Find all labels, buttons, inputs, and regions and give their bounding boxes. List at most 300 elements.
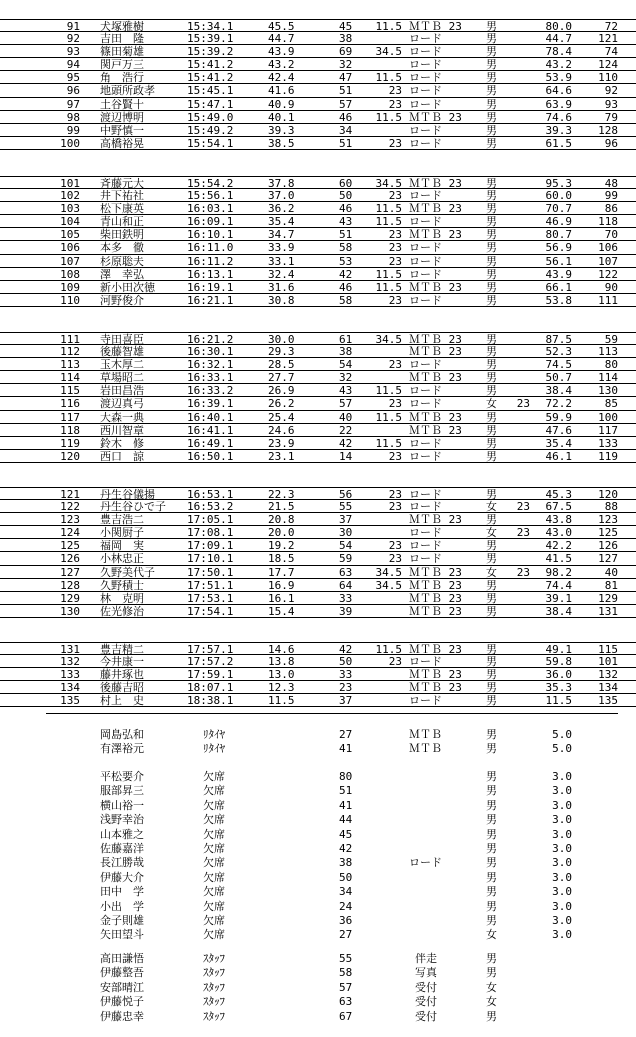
status-cell: 欠席 — [203, 827, 225, 841]
speed-cell: 33.9 — [268, 241, 295, 255]
gender-cell: 男 — [486, 643, 497, 656]
rank-cell: 104 — [60, 215, 80, 229]
rank-cell: 123 — [60, 513, 80, 527]
time-cell: 17:57.1 — [187, 643, 234, 656]
name-cell: 矢田望斗 — [100, 928, 144, 942]
rank-cell: 122 — [60, 500, 80, 514]
speed-cell: 43.2 — [268, 58, 295, 72]
age-cell: 14 — [339, 449, 353, 463]
name-cell: 小関厨子 — [100, 526, 144, 540]
gender-cell: 女 — [486, 928, 497, 942]
age-cell: 38 — [339, 345, 353, 359]
previous-rank-cell: 110 — [598, 71, 618, 85]
status-cell: 欠席 — [203, 856, 225, 870]
speed-cell: 18.5 — [268, 552, 295, 566]
table-row — [0, 539, 636, 552]
age-cell: 58 — [339, 966, 353, 980]
gender-cell: 男 — [486, 293, 497, 307]
previous-rank-cell: 129 — [598, 591, 618, 605]
time-cell: 16:40.1 — [187, 410, 234, 424]
points-cell: 95.3 — [545, 177, 572, 190]
gender-cell: 男 — [486, 856, 497, 870]
rank-cell: 96 — [66, 84, 80, 98]
age-cell: 45 — [339, 20, 353, 33]
speed-cell: 16.9 — [268, 578, 295, 592]
status-cell: 欠席 — [203, 899, 225, 913]
age-cell: 63 — [339, 565, 353, 579]
gender-cell: 男 — [486, 742, 497, 756]
result-group — [0, 19, 636, 150]
age-cell: 53 — [339, 254, 353, 268]
gender-cell: 男 — [486, 784, 497, 798]
table-row — [0, 345, 636, 358]
age-cell: 67 — [339, 1009, 353, 1023]
points-cell: 3.0 — [552, 870, 572, 884]
previous-rank-cell: 72 — [604, 20, 618, 33]
gender-cell: 男 — [486, 952, 497, 965]
distance-cell: 23 — [388, 97, 402, 111]
status-cell: 欠席 — [203, 913, 225, 927]
distance-cell: 11.5 — [375, 110, 402, 124]
time-cell: 16:30.1 — [187, 345, 234, 359]
name-cell: 青山和正 — [100, 215, 144, 229]
previous-rank-cell: 117 — [598, 423, 618, 437]
table-row — [0, 281, 636, 294]
time-cell: 18:38.1 — [187, 694, 234, 708]
rank-cell: 105 — [60, 228, 80, 242]
name-cell: 有澤裕元 — [100, 742, 144, 756]
table-row — [0, 176, 636, 189]
category-cell: 23 — [516, 500, 530, 514]
age-cell: 55 — [339, 952, 353, 965]
distance-cell: 11.5 — [375, 20, 402, 33]
points-cell: 56.1 — [545, 254, 572, 268]
speed-cell: 23.1 — [268, 449, 295, 463]
name-cell: 丹生谷ひで子 — [100, 500, 166, 514]
gender-cell: 男 — [486, 539, 497, 553]
age-cell: 55 — [339, 500, 353, 514]
gender-cell: 男 — [486, 333, 497, 346]
name-cell: 地頭所政孝 — [100, 84, 155, 98]
gender-cell: 男 — [486, 728, 497, 741]
gender-cell: 男 — [486, 123, 497, 137]
distance-cell: 23 — [388, 241, 402, 255]
rank-cell: 102 — [60, 189, 80, 203]
previous-rank-cell: 59 — [604, 333, 618, 346]
rank-cell: 109 — [60, 280, 80, 294]
gender-cell: 男 — [486, 870, 497, 884]
result-group — [0, 176, 636, 307]
time-cell: 16:09.1 — [187, 215, 234, 229]
age-cell: 45 — [339, 827, 353, 841]
absent-list — [0, 770, 636, 943]
time-cell: 16:10.1 — [187, 228, 234, 242]
previous-rank-cell: 74 — [604, 45, 618, 59]
previous-rank-cell: 88 — [604, 500, 618, 514]
gender-cell: 男 — [486, 436, 497, 450]
name-cell: 豊吉浩二 — [100, 513, 144, 527]
time-cell: 16:33.2 — [187, 384, 234, 398]
table-row — [0, 384, 636, 397]
rank-cell: 101 — [60, 177, 80, 190]
table-row — [0, 579, 636, 592]
table-row — [0, 241, 636, 254]
table-row — [0, 411, 636, 424]
name-cell: 土谷賢十 — [100, 97, 144, 111]
name-cell: 横山裕一 — [100, 798, 144, 812]
distance-cell: 34.5 — [375, 565, 402, 579]
rank-cell: 98 — [66, 110, 80, 124]
status-cell: ｽﾀｯﾌ — [203, 952, 225, 965]
name-cell: 岡島弘和 — [100, 728, 144, 741]
previous-rank-cell: 86 — [604, 202, 618, 216]
time-cell: 16:03.1 — [187, 202, 234, 216]
distance-cell: 34.5 — [375, 45, 402, 59]
time-cell: 16:13.1 — [187, 267, 234, 281]
age-cell: 27 — [339, 728, 353, 741]
distance-cell: 23 — [388, 358, 402, 372]
previous-rank-cell: 121 — [598, 32, 618, 46]
name-cell: 松下康英 — [100, 202, 144, 216]
bike-cell: ロード — [409, 254, 442, 268]
bike-cell: ＭＴＢ 23 — [409, 333, 462, 346]
bike-cell: ロード — [409, 694, 442, 708]
age-cell: 60 — [339, 177, 353, 190]
points-cell: 80.7 — [545, 228, 572, 242]
bike-cell: ＭＴＢ 23 — [409, 410, 462, 424]
bike-cell: ＭＴＢ 23 — [409, 578, 462, 592]
speed-cell: 27.7 — [268, 371, 295, 385]
age-cell: 43 — [339, 384, 353, 398]
table-row — [0, 358, 636, 371]
gender-cell: 男 — [486, 215, 497, 229]
points-cell: 39.3 — [545, 123, 572, 137]
points-cell: 43.8 — [545, 513, 572, 527]
rank-cell: 97 — [66, 97, 80, 111]
rank-cell: 125 — [60, 539, 80, 553]
list-item — [0, 770, 636, 784]
gender-cell: 女 — [486, 565, 497, 579]
name-cell: 伊藤整吾 — [100, 966, 144, 980]
age-cell: 27 — [339, 928, 353, 942]
bike-cell: ＭＴＢ 23 — [409, 110, 462, 124]
speed-cell: 30.0 — [268, 333, 295, 346]
age-cell: 36 — [339, 913, 353, 927]
age-cell: 34 — [339, 885, 353, 899]
points-cell: 59.9 — [545, 410, 572, 424]
rank-cell: 94 — [66, 58, 80, 72]
age-cell: 64 — [339, 578, 353, 592]
table-row — [0, 450, 636, 463]
rank-cell: 121 — [60, 488, 80, 501]
table-row — [0, 124, 636, 137]
table-row — [0, 605, 636, 618]
bike-cell: ロード — [409, 500, 442, 514]
gender-cell: 男 — [486, 358, 497, 372]
name-cell: 佐光修治 — [100, 604, 144, 618]
table-row — [0, 500, 636, 513]
rank-cell: 118 — [60, 423, 80, 437]
name-cell: 犬塚雅樹 — [100, 20, 144, 33]
points-cell: 63.9 — [545, 97, 572, 111]
speed-cell: 36.2 — [268, 202, 295, 216]
name-cell: 安部晴江 — [100, 980, 144, 994]
age-cell: 51 — [339, 228, 353, 242]
table-row — [0, 71, 636, 84]
status-cell: ｽﾀｯﾌ — [203, 995, 225, 1009]
bike-cell: ＭＴＢ 23 — [409, 177, 462, 190]
speed-cell: 40.1 — [268, 110, 295, 124]
name-cell: 田中 学 — [100, 885, 144, 899]
speed-cell: 19.2 — [268, 539, 295, 553]
speed-cell: 23.9 — [268, 436, 295, 450]
age-cell: 46 — [339, 280, 353, 294]
status-cell: 欠席 — [203, 798, 225, 812]
rank-cell: 127 — [60, 565, 80, 579]
speed-cell: 42.4 — [268, 71, 295, 85]
result-group — [0, 642, 636, 707]
time-cell: 18:07.1 — [187, 681, 234, 695]
gender-cell: 男 — [486, 371, 497, 385]
distance-cell: 23 — [388, 254, 402, 268]
time-cell: 16:32.1 — [187, 358, 234, 372]
previous-rank-cell: 79 — [604, 110, 618, 124]
points-cell: 74.5 — [545, 358, 572, 372]
time-cell: 17:50.1 — [187, 565, 234, 579]
gender-cell: 男 — [486, 71, 497, 85]
bike-cell: ロード — [409, 526, 442, 540]
points-cell: 3.0 — [552, 856, 572, 870]
result-group — [0, 332, 636, 463]
distance-cell: 34.5 — [375, 177, 402, 190]
rank-cell: 134 — [60, 681, 80, 695]
bike-cell: ＭＴＢ — [409, 728, 442, 741]
rank-cell: 117 — [60, 410, 80, 424]
list-item — [0, 995, 636, 1009]
points-cell: 5.0 — [552, 728, 572, 741]
age-cell: 38 — [339, 856, 353, 870]
previous-rank-cell: 115 — [598, 643, 618, 656]
distance-cell: 23 — [388, 655, 402, 669]
points-cell: 39.1 — [545, 591, 572, 605]
points-cell: 72.2 — [545, 397, 572, 411]
gender-cell: 男 — [486, 97, 497, 111]
table-row — [0, 137, 636, 150]
time-cell: 15:41.2 — [187, 71, 234, 85]
points-cell: 3.0 — [552, 827, 572, 841]
age-cell: 63 — [339, 995, 353, 1009]
time-cell: 15:45.1 — [187, 84, 234, 98]
name-cell: 佐藤嘉洋 — [100, 841, 144, 855]
list-item — [0, 742, 636, 756]
previous-rank-cell: 130 — [598, 384, 618, 398]
age-cell: 58 — [339, 241, 353, 255]
gender-cell: 男 — [486, 45, 497, 59]
speed-cell: 24.6 — [268, 423, 295, 437]
distance-cell: 11.5 — [375, 436, 402, 450]
gender-cell: 男 — [486, 280, 497, 294]
bike-cell: ロード — [409, 97, 442, 111]
previous-rank-cell: 81 — [604, 578, 618, 592]
previous-rank-cell: 124 — [598, 58, 618, 72]
name-cell: 本多 徹 — [100, 241, 144, 255]
age-cell: 33 — [339, 591, 353, 605]
name-cell: 後藤智雄 — [100, 345, 144, 359]
table-row — [0, 513, 636, 526]
gender-cell: 女 — [486, 995, 497, 1009]
time-cell: 15:49.2 — [187, 123, 234, 137]
gender-cell: 女 — [486, 397, 497, 411]
age-cell: 54 — [339, 358, 353, 372]
gender-cell: 男 — [486, 189, 497, 203]
gender-cell: 男 — [486, 410, 497, 424]
gender-cell: 男 — [486, 32, 497, 46]
speed-cell: 26.2 — [268, 397, 295, 411]
points-cell: 3.0 — [552, 841, 572, 855]
points-cell: 3.0 — [552, 913, 572, 927]
speed-cell: 40.9 — [268, 97, 295, 111]
rank-cell: 124 — [60, 526, 80, 540]
distance-cell: 11.5 — [375, 267, 402, 281]
points-cell: 3.0 — [552, 899, 572, 913]
status-cell: 欠席 — [203, 870, 225, 884]
points-cell: 3.0 — [552, 813, 572, 827]
speed-cell: 37.0 — [268, 189, 295, 203]
gender-cell: 男 — [486, 513, 497, 527]
name-cell: 西口 諒 — [100, 449, 144, 463]
age-cell: 23 — [339, 681, 353, 695]
points-cell: 70.7 — [545, 202, 572, 216]
list-item — [0, 952, 636, 966]
points-cell: 46.1 — [545, 449, 572, 463]
gender-cell: 男 — [486, 604, 497, 618]
points-cell: 49.1 — [545, 643, 572, 656]
bike-cell: ＭＴＢ 23 — [409, 371, 462, 385]
name-cell: 中野慎一 — [100, 123, 144, 137]
points-cell: 35.3 — [545, 681, 572, 695]
gender-cell: 男 — [486, 202, 497, 216]
table-row — [0, 424, 636, 437]
rank-cell: 100 — [60, 136, 80, 150]
points-cell: 50.7 — [545, 371, 572, 385]
time-cell: 17:10.1 — [187, 552, 234, 566]
name-cell: 服部昇三 — [100, 784, 144, 798]
age-cell: 54 — [339, 539, 353, 553]
rank-cell: 116 — [60, 397, 80, 411]
status-cell: 欠席 — [203, 928, 225, 942]
bike-cell: ロード — [409, 45, 442, 59]
table-row — [0, 371, 636, 384]
previous-rank-cell: 119 — [598, 449, 618, 463]
list-item — [0, 828, 636, 842]
age-cell: 42 — [339, 267, 353, 281]
table-row — [0, 668, 636, 681]
name-cell: 草場昭二 — [100, 371, 144, 385]
age-cell: 42 — [339, 841, 353, 855]
age-cell: 47 — [339, 71, 353, 85]
status-cell: ｽﾀｯﾌ — [203, 980, 225, 994]
age-cell: 51 — [339, 136, 353, 150]
age-cell: 40 — [339, 410, 353, 424]
speed-cell: 30.8 — [268, 293, 295, 307]
distance-cell: 23 — [388, 539, 402, 553]
rank-cell: 106 — [60, 241, 80, 255]
rank-cell: 132 — [60, 655, 80, 669]
age-cell: 57 — [339, 97, 353, 111]
time-cell: 15:41.2 — [187, 58, 234, 72]
points-cell: 98.2 — [545, 565, 572, 579]
time-cell: 16:11.2 — [187, 254, 234, 268]
distance-cell: 11.5 — [375, 384, 402, 398]
bike-cell: ロード — [409, 189, 442, 203]
speed-cell: 21.5 — [268, 500, 295, 514]
previous-rank-cell: 93 — [604, 97, 618, 111]
time-cell: 16:39.1 — [187, 397, 234, 411]
status-cell: 欠席 — [203, 770, 225, 783]
previous-rank-cell: 111 — [598, 293, 618, 307]
previous-rank-cell: 70 — [604, 228, 618, 242]
speed-cell: 25.4 — [268, 410, 295, 424]
previous-rank-cell: 99 — [604, 189, 618, 203]
rank-cell: 111 — [60, 333, 80, 346]
distance-cell: 11.5 — [375, 215, 402, 229]
gender-cell: 男 — [486, 578, 497, 592]
previous-rank-cell: 126 — [598, 539, 618, 553]
gender-cell: 女 — [486, 500, 497, 514]
bike-cell: ロード — [409, 71, 442, 85]
name-cell: 井下祐社 — [100, 189, 144, 203]
speed-cell: 20.8 — [268, 513, 295, 527]
time-cell: 17:09.1 — [187, 539, 234, 553]
bike-cell: ロード — [409, 215, 442, 229]
points-cell: 66.1 — [545, 280, 572, 294]
bike-cell: ロード — [409, 241, 442, 255]
name-cell: 伊藤忠幸 — [100, 1009, 144, 1023]
points-cell: 60.0 — [545, 189, 572, 203]
name-cell: 河野俊介 — [100, 293, 144, 307]
bike-cell: ロード — [409, 136, 442, 150]
distance-cell: 23 — [388, 488, 402, 501]
name-cell: 寺田喜臣 — [100, 333, 144, 346]
speed-cell: 15.4 — [268, 604, 295, 618]
gender-cell: 男 — [486, 770, 497, 783]
time-cell: 17:53.1 — [187, 591, 234, 605]
age-cell: 50 — [339, 870, 353, 884]
gender-cell: 男 — [486, 58, 497, 72]
gender-cell: 男 — [486, 913, 497, 927]
previous-rank-cell: 134 — [598, 681, 618, 695]
list-item — [0, 813, 636, 827]
points-cell: 87.5 — [545, 333, 572, 346]
previous-rank-cell: 100 — [598, 410, 618, 424]
name-cell: 金子則雄 — [100, 913, 144, 927]
points-cell: 61.5 — [545, 136, 572, 150]
name-cell: 西川智章 — [100, 423, 144, 437]
points-cell: 47.6 — [545, 423, 572, 437]
list-item — [0, 728, 636, 742]
age-cell: 38 — [339, 32, 353, 46]
rank-cell: 92 — [66, 32, 80, 46]
bike-cell: ロード — [409, 436, 442, 450]
gender-cell: 男 — [486, 1009, 497, 1023]
age-cell: 58 — [339, 293, 353, 307]
table-row — [0, 84, 636, 97]
previous-rank-cell: 123 — [598, 513, 618, 527]
table-row — [0, 268, 636, 281]
points-cell: 35.4 — [545, 436, 572, 450]
table-row — [0, 681, 636, 694]
speed-cell: 29.3 — [268, 345, 295, 359]
